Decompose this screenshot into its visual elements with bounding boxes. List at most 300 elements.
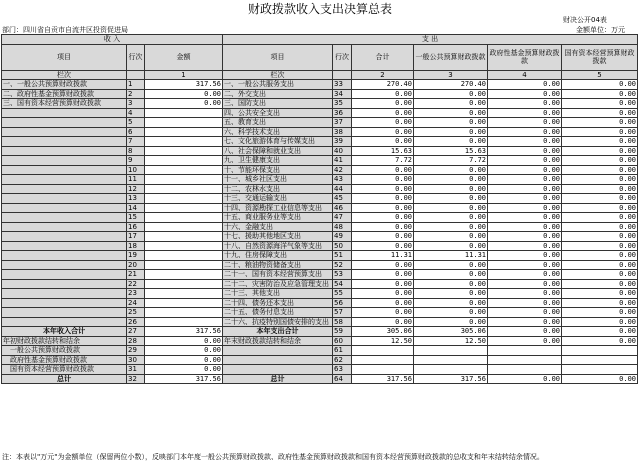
expense-gov-fund: 0.00 <box>488 241 562 251</box>
expense-item: 十四、资源勘探工业信息等支出 <box>223 203 333 213</box>
income-amount <box>145 241 223 251</box>
expense-general-budget: 0.00 <box>414 241 488 251</box>
grand-expense-state-capital: 0.00 <box>562 374 638 384</box>
col-index-label-2: 栏次 <box>223 70 333 80</box>
grand-total-amount: 317.56 <box>145 374 223 384</box>
expense-row-number: 33 <box>333 80 352 90</box>
expense-gov-fund: 0.00 <box>488 213 562 223</box>
income-item <box>2 137 127 147</box>
income-row-number: 14 <box>127 203 145 213</box>
income-amount <box>145 279 223 289</box>
expense-item: 十八、自然资源海洋气象等支出 <box>223 241 333 251</box>
carry-sub-label: 国有资本经营预算财政拨款 <box>2 365 127 375</box>
carry-sub-label: 一般公共预算财政拨款 <box>2 346 127 356</box>
expense-state-capital: 0.00 <box>562 137 638 147</box>
expense-general-budget: 0.00 <box>414 232 488 242</box>
income-item <box>2 270 127 280</box>
expense-gov-fund: 0.00 <box>488 279 562 289</box>
expense-total: 0.00 <box>352 270 414 280</box>
expense-gov-fund: 0.00 <box>488 184 562 194</box>
gov-fund-header: 政府性基金预算财政拨款 <box>488 44 562 70</box>
expense-total-label: 本年支出合计 <box>223 327 333 337</box>
income-amount <box>145 194 223 204</box>
table-row <box>2 165 638 175</box>
income-total-amount: 317.56 <box>145 327 223 337</box>
expense-item: 四、公共安全支出 <box>223 108 333 118</box>
income-row-number: 21 <box>127 270 145 280</box>
carry-out-gov-fund: 0.00 <box>488 336 562 346</box>
carry-sub-expense-blank <box>223 346 333 356</box>
table-row <box>2 270 638 280</box>
income-item-header: 项目 <box>2 44 127 70</box>
expense-total: 0.00 <box>352 137 414 147</box>
income-row-number: 11 <box>127 175 145 185</box>
expense-total: 0.00 <box>352 194 414 204</box>
grand-expense-row-number: 64 <box>333 374 352 384</box>
expense-state-capital: 0.00 <box>562 260 638 270</box>
income-item <box>2 146 127 156</box>
expense-gov-fund: 0.00 <box>488 298 562 308</box>
income-item <box>2 251 127 261</box>
expense-item: 八、社会保障和就业支出 <box>223 146 333 156</box>
expense-general-budget: 270.40 <box>414 80 488 90</box>
expense-state-capital: 0.00 <box>562 241 638 251</box>
income-row-number: 18 <box>127 241 145 251</box>
expense-header: 支 出 <box>223 35 638 45</box>
expense-total: 0.00 <box>352 165 414 175</box>
carry-sub-expense-row: 62 <box>333 355 352 365</box>
expense-total: 0.00 <box>352 289 414 299</box>
expense-item: 三、国防支出 <box>223 99 333 109</box>
expense-item: 十七、援助其他地区支出 <box>223 232 333 242</box>
expense-general-budget: 0.00 <box>414 222 488 232</box>
expense-total: 11.31 <box>352 251 414 261</box>
unit-label: 金额单位：万元 <box>576 26 625 34</box>
income-row-number: 3 <box>127 99 145 109</box>
income-row-number: 10 <box>127 165 145 175</box>
income-item <box>2 289 127 299</box>
carry-sub-e3 <box>488 355 562 365</box>
income-row-number: 2 <box>127 89 145 99</box>
table-row <box>2 222 638 232</box>
expense-gov-fund: 0.00 <box>488 118 562 128</box>
expense-gov-fund: 0.00 <box>488 137 562 147</box>
expense-gov-fund: 0.00 <box>488 165 562 175</box>
expense-state-capital: 0.00 <box>562 251 638 261</box>
expense-total: 0.00 <box>352 118 414 128</box>
income-amount <box>145 146 223 156</box>
expense-row-number: 43 <box>333 175 352 185</box>
income-item <box>2 203 127 213</box>
expense-general-budget: 0.00 <box>414 308 488 318</box>
expense-row-number: 38 <box>333 127 352 137</box>
income-row-number: 1 <box>127 80 145 90</box>
expense-item: 十九、住房保障支出 <box>223 251 333 261</box>
expense-item: 十三、交通运输支出 <box>223 194 333 204</box>
expense-general-budget: 0.00 <box>414 317 488 327</box>
table-row <box>2 298 638 308</box>
carry-sub-e2 <box>414 355 488 365</box>
expense-general-budget: 0.00 <box>414 289 488 299</box>
income-amount <box>145 260 223 270</box>
expense-total: 0.00 <box>352 279 414 289</box>
expense-state-capital: 0.00 <box>562 127 638 137</box>
table-row <box>2 108 638 118</box>
col-index-3: 3 <box>414 70 488 80</box>
page-title: 财政拨款收入支出决算总表 <box>247 2 392 16</box>
expense-state-capital: 0.00 <box>562 165 638 175</box>
table-row <box>2 89 638 99</box>
carry-sub-e4 <box>562 355 638 365</box>
income-amount: 0.00 <box>145 99 223 109</box>
expense-general-budget: 0.00 <box>414 137 488 147</box>
expense-total-header: 合计 <box>352 44 414 70</box>
grand-expense-gov-fund: 0.00 <box>488 374 562 384</box>
carry-sub-e1 <box>352 346 414 356</box>
income-amount <box>145 108 223 118</box>
expense-item: 二十五、债务付息支出 <box>223 308 333 318</box>
income-row-number: 8 <box>127 146 145 156</box>
grand-total-label: 总计 <box>2 374 127 384</box>
expense-gov-fund: 0.00 <box>488 232 562 242</box>
income-item <box>2 118 127 128</box>
income-row-number: 24 <box>127 298 145 308</box>
income-item <box>2 241 127 251</box>
expense-item: 二、外交支出 <box>223 89 333 99</box>
table-row <box>2 146 638 156</box>
carry-sub-expense-blank <box>223 355 333 365</box>
income-item <box>2 127 127 137</box>
income-item <box>2 108 127 118</box>
carry-sub-row-number: 30 <box>127 355 145 365</box>
expense-state-capital: 0.00 <box>562 289 638 299</box>
expense-state-capital: 0.00 <box>562 146 638 156</box>
expense-state-capital: 0.00 <box>562 308 638 318</box>
income-amount <box>145 289 223 299</box>
expense-gov-fund: 0.00 <box>488 127 562 137</box>
income-amount <box>145 222 223 232</box>
carry-out-state-capital: 0.00 <box>562 336 638 346</box>
col-index-label: 栏次 <box>2 70 127 80</box>
income-amount <box>145 308 223 318</box>
table-row <box>2 213 638 223</box>
carry-sub-label: 政府性基金预算财政拨款 <box>2 355 127 365</box>
expense-total: 0.00 <box>352 308 414 318</box>
col-index-blank-2 <box>333 70 352 80</box>
expense-total: 15.63 <box>352 146 414 156</box>
expense-state-capital: 0.00 <box>562 317 638 327</box>
expense-gov-fund: 0.00 <box>488 156 562 166</box>
expense-state-capital: 0.00 <box>562 80 638 90</box>
income-row-number: 7 <box>127 137 145 147</box>
expense-gov-fund: 0.00 <box>488 146 562 156</box>
expense-item: 二十六、抗疫特别国债安排的支出 <box>223 317 333 327</box>
expense-total: 0.00 <box>352 127 414 137</box>
grand-expense-general: 317.56 <box>414 374 488 384</box>
expense-general-budget: 0.00 <box>414 89 488 99</box>
expense-row-number: 46 <box>333 203 352 213</box>
table-row <box>2 184 638 194</box>
expense-row-number: 42 <box>333 165 352 175</box>
income-amount <box>145 270 223 280</box>
table-row <box>2 80 638 90</box>
department-label: 部门：四川省自贡市自流井区投资促进局 <box>2 26 128 34</box>
carry-in-label: 年初财政拨款结转和结余 <box>2 336 127 346</box>
expense-gov-fund: 0.00 <box>488 317 562 327</box>
expense-gov-fund: 0.00 <box>488 308 562 318</box>
expense-general-budget: 0.00 <box>414 279 488 289</box>
col-index-2: 2 <box>352 70 414 80</box>
income-row-header: 行次 <box>127 44 145 70</box>
income-amount <box>145 317 223 327</box>
expense-general-budget: 0.00 <box>414 184 488 194</box>
carry-sub-e3 <box>488 365 562 375</box>
income-amount <box>145 251 223 261</box>
income-item <box>2 308 127 318</box>
expense-total: 0.00 <box>352 317 414 327</box>
income-amount <box>145 156 223 166</box>
expense-total: 0.00 <box>352 89 414 99</box>
col-index-4: 4 <box>488 70 562 80</box>
expense-row-number: 55 <box>333 289 352 299</box>
income-row-number: 25 <box>127 308 145 318</box>
expense-state-capital: 0.00 <box>562 156 638 166</box>
expense-row-number: 56 <box>333 298 352 308</box>
expense-total: 0.00 <box>352 213 414 223</box>
expense-gov-fund: 0.00 <box>488 175 562 185</box>
carry-in-amount: 0.00 <box>145 336 223 346</box>
expense-general-budget: 0.00 <box>414 194 488 204</box>
expense-row-number: 41 <box>333 156 352 166</box>
expense-row-number: 49 <box>333 232 352 242</box>
income-item: 一、一般公共预算财政拨款 <box>2 80 127 90</box>
expense-state-capital: 0.00 <box>562 175 638 185</box>
carry-row <box>2 336 638 346</box>
carry-sub-e2 <box>414 346 488 356</box>
expense-gov-fund: 0.00 <box>488 222 562 232</box>
carry-sub-expense-row: 63 <box>333 365 352 375</box>
income-row-number: 9 <box>127 156 145 166</box>
expense-general-budget: 15.63 <box>414 146 488 156</box>
expense-gov-fund: 0.00 <box>488 80 562 90</box>
income-amount <box>145 213 223 223</box>
footnote: 注：本表以"万元"为金额单位（保留两位小数），反映部门本年度一般公共预算财政拨款、政府性基金预算财政拨款和国有资本经营预算财政拨款的总收支和年末结转结余情况。 <box>2 453 544 461</box>
income-row-number: 5 <box>127 118 145 128</box>
carry-sub-e3 <box>488 346 562 356</box>
expense-state-capital: 0.00 <box>562 184 638 194</box>
expense-general-budget: 0.00 <box>414 165 488 175</box>
income-amount <box>145 184 223 194</box>
income-amount-header: 金额 <box>145 44 223 70</box>
income-row-number: 12 <box>127 184 145 194</box>
carry-sub-row <box>2 355 638 365</box>
income-item <box>2 175 127 185</box>
carry-sub-row <box>2 365 638 375</box>
expense-total: 270.40 <box>352 80 414 90</box>
income-item <box>2 194 127 204</box>
expense-general-budget: 0.00 <box>414 203 488 213</box>
totals-row <box>2 327 638 337</box>
carry-out-general: 12.50 <box>414 336 488 346</box>
expense-row-number: 50 <box>333 241 352 251</box>
expense-row-number: 53 <box>333 270 352 280</box>
income-amount <box>145 232 223 242</box>
expense-total: 0.00 <box>352 241 414 251</box>
expense-general-budget: 0.00 <box>414 260 488 270</box>
expense-row-number: 44 <box>333 184 352 194</box>
income-amount: 317.56 <box>145 80 223 90</box>
expense-total: 0.00 <box>352 184 414 194</box>
expense-general-budget: 7.72 <box>414 156 488 166</box>
carry-in-row: 28 <box>127 336 145 346</box>
expense-row-number: 54 <box>333 279 352 289</box>
expense-total: 0.00 <box>352 99 414 109</box>
income-item: 二、政府性基金预算财政拨款 <box>2 89 127 99</box>
expense-item-header: 项目 <box>223 44 333 70</box>
income-item <box>2 213 127 223</box>
expense-item: 二十三、其他支出 <box>223 289 333 299</box>
income-row-number: 22 <box>127 279 145 289</box>
carry-sub-amount: 0.00 <box>145 365 223 375</box>
expense-item: 十五、商业服务业等支出 <box>223 213 333 223</box>
table-row <box>2 194 638 204</box>
expense-general-budget: 0.00 <box>414 213 488 223</box>
table-row <box>2 127 638 137</box>
table-row <box>2 203 638 213</box>
expense-item: 六、科学技术支出 <box>223 127 333 137</box>
expense-gov-fund: 0.00 <box>488 260 562 270</box>
income-row-number: 4 <box>127 108 145 118</box>
income-item <box>2 298 127 308</box>
expense-state-capital: 0.00 <box>562 232 638 242</box>
expense-gov-fund: 0.00 <box>488 289 562 299</box>
carry-out-row: 60 <box>333 336 352 346</box>
expense-item: 五、教育支出 <box>223 118 333 128</box>
income-item <box>2 156 127 166</box>
expense-state-capital: 0.00 <box>562 213 638 223</box>
expense-total: 0.00 <box>352 108 414 118</box>
table-row <box>2 232 638 242</box>
expense-general-budget: 0.00 <box>414 298 488 308</box>
expense-item: 九、卫生健康支出 <box>223 156 333 166</box>
expense-total: 0.00 <box>352 260 414 270</box>
expense-row-number: 52 <box>333 260 352 270</box>
income-item <box>2 317 127 327</box>
income-header: 收 入 <box>2 35 223 45</box>
expense-row-number: 35 <box>333 99 352 109</box>
grand-total-row-number: 32 <box>127 374 145 384</box>
carry-sub-e2 <box>414 365 488 375</box>
income-row-number: 23 <box>127 289 145 299</box>
income-amount <box>145 175 223 185</box>
income-row-number: 13 <box>127 194 145 204</box>
expense-general-budget: 0.00 <box>414 108 488 118</box>
expense-total: 0.00 <box>352 203 414 213</box>
expense-total-state-capital: 0.00 <box>562 327 638 337</box>
expense-item: 二十、粮油物资储备支出 <box>223 260 333 270</box>
table-row <box>2 99 638 109</box>
expense-general-budget: 0.00 <box>414 127 488 137</box>
income-item <box>2 222 127 232</box>
expense-gov-fund: 0.00 <box>488 108 562 118</box>
expense-total: 0.00 <box>352 175 414 185</box>
income-amount <box>145 137 223 147</box>
expense-row-number: 48 <box>333 222 352 232</box>
income-amount <box>145 127 223 137</box>
income-row-number: 20 <box>127 260 145 270</box>
expense-gov-fund: 0.00 <box>488 194 562 204</box>
expense-gov-fund: 0.00 <box>488 203 562 213</box>
col-index-blank <box>127 70 145 80</box>
expense-row-number: 47 <box>333 213 352 223</box>
expense-row-header: 行次 <box>333 44 352 70</box>
table-row <box>2 175 638 185</box>
expense-state-capital: 0.00 <box>562 270 638 280</box>
carry-sub-expense-row: 61 <box>333 346 352 356</box>
income-item <box>2 260 127 270</box>
table-row <box>2 260 638 270</box>
carry-sub-e4 <box>562 346 638 356</box>
table-row <box>2 137 638 147</box>
carry-sub-expense-blank <box>223 365 333 375</box>
income-row-number: 19 <box>127 251 145 261</box>
income-item: 三、国有资本经营预算财政拨款 <box>2 99 127 109</box>
expense-general-budget: 0.00 <box>414 175 488 185</box>
income-item <box>2 184 127 194</box>
income-row-number: 15 <box>127 213 145 223</box>
carry-sub-amount: 0.00 <box>145 355 223 365</box>
table-row <box>2 289 638 299</box>
carry-sub-e4 <box>562 365 638 375</box>
carry-sub-e1 <box>352 365 414 375</box>
income-amount: 0.00 <box>145 89 223 99</box>
table-row <box>2 251 638 261</box>
table-row <box>2 308 638 318</box>
expense-general-budget: 0.00 <box>414 270 488 280</box>
expense-row-number: 58 <box>333 317 352 327</box>
expense-total-general: 305.06 <box>414 327 488 337</box>
income-row-number: 6 <box>127 127 145 137</box>
carry-sub-row-number: 29 <box>127 346 145 356</box>
expense-total-row: 59 <box>333 327 352 337</box>
income-row-number: 17 <box>127 232 145 242</box>
income-amount <box>145 298 223 308</box>
expense-state-capital: 0.00 <box>562 279 638 289</box>
expense-state-capital: 0.00 <box>562 222 638 232</box>
expense-item: 二十四、债务还本支出 <box>223 298 333 308</box>
expense-gov-fund: 0.00 <box>488 270 562 280</box>
income-amount <box>145 203 223 213</box>
expense-row-number: 51 <box>333 251 352 261</box>
expense-gov-fund: 0.00 <box>488 99 562 109</box>
expense-item: 二十一、国有资本经营预算支出 <box>223 270 333 280</box>
expense-row-number: 34 <box>333 89 352 99</box>
expense-total-sum: 305.06 <box>352 327 414 337</box>
expense-row-number: 40 <box>333 146 352 156</box>
expense-gov-fund: 0.00 <box>488 89 562 99</box>
expense-general-budget: 0.00 <box>414 99 488 109</box>
expense-item: 七、文化旅游体育与传媒支出 <box>223 137 333 147</box>
form-code: 财决公开04表 <box>563 16 607 24</box>
income-row-number: 16 <box>127 222 145 232</box>
expense-total: 0.00 <box>352 232 414 242</box>
table-row <box>2 156 638 166</box>
carry-out-label: 年末财政拨款结转和结余 <box>223 336 333 346</box>
expense-row-number: 39 <box>333 137 352 147</box>
table-row <box>2 118 638 128</box>
income-total-label: 本年收入合计 <box>2 327 127 337</box>
carry-out-total: 12.50 <box>352 336 414 346</box>
